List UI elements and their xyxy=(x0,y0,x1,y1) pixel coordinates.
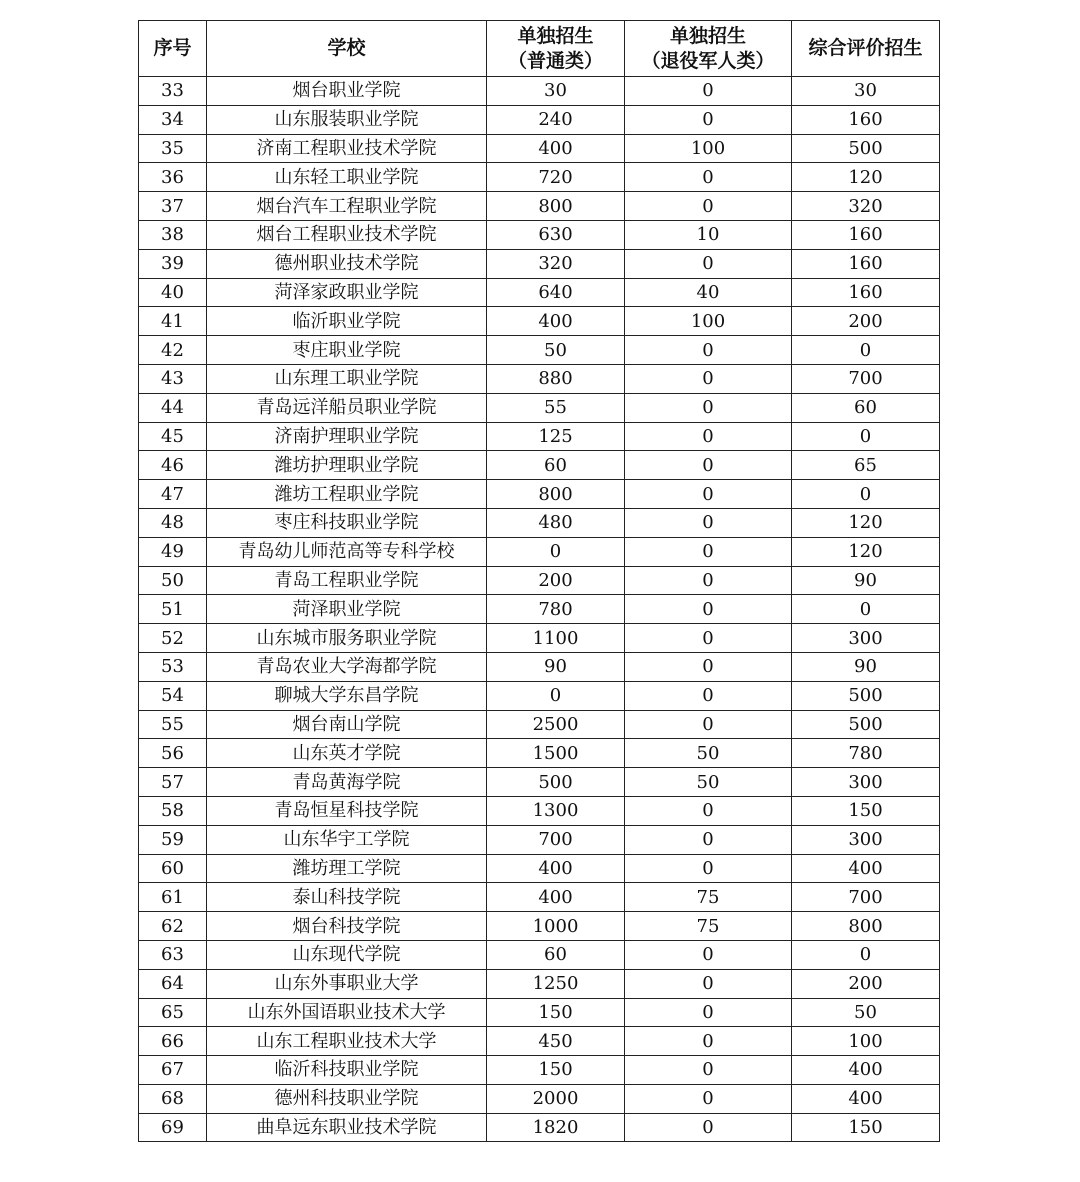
table-row xyxy=(139,912,940,941)
table-row xyxy=(139,796,940,825)
cell-index: 67 xyxy=(139,1056,207,1085)
cell-single-veteran: 0 xyxy=(625,163,792,192)
cell-single-veteran: 0 xyxy=(625,595,792,624)
cell-comprehensive: 400 xyxy=(792,1084,940,1113)
cell-school: 青岛远洋船员职业学院 xyxy=(207,393,487,422)
cell-comprehensive: 300 xyxy=(792,768,940,797)
cell-single-veteran: 0 xyxy=(625,508,792,537)
cell-comprehensive: 0 xyxy=(792,336,940,365)
cell-index: 39 xyxy=(139,249,207,278)
table-row xyxy=(139,163,940,192)
table-row xyxy=(139,710,940,739)
cell-school: 潍坊工程职业学院 xyxy=(207,480,487,509)
cell-school: 烟台工程职业技术学院 xyxy=(207,220,487,249)
table-row xyxy=(139,508,940,537)
cell-single-veteran: 0 xyxy=(625,192,792,221)
cell-school: 烟台职业学院 xyxy=(207,77,487,106)
cell-school: 济南工程职业技术学院 xyxy=(207,134,487,163)
table-row xyxy=(139,566,940,595)
cell-school: 菏泽职业学院 xyxy=(207,595,487,624)
cell-school: 青岛幼儿师范高等专科学校 xyxy=(207,537,487,566)
cell-index: 44 xyxy=(139,393,207,422)
table-row xyxy=(139,739,940,768)
header-single-veteran xyxy=(625,21,792,77)
table-row xyxy=(139,451,940,480)
cell-index: 50 xyxy=(139,566,207,595)
cell-comprehensive: 300 xyxy=(792,624,940,653)
cell-single-general: 60 xyxy=(487,940,625,969)
cell-single-general: 800 xyxy=(487,192,625,221)
cell-comprehensive: 90 xyxy=(792,566,940,595)
cell-single-veteran: 50 xyxy=(625,768,792,797)
header-index: 序号 xyxy=(139,21,207,77)
cell-school: 山东轻工职业学院 xyxy=(207,163,487,192)
cell-school: 山东现代学院 xyxy=(207,940,487,969)
cell-comprehensive: 30 xyxy=(792,77,940,106)
cell-comprehensive: 150 xyxy=(792,796,940,825)
cell-single-general: 640 xyxy=(487,278,625,307)
cell-index: 58 xyxy=(139,796,207,825)
table-row xyxy=(139,969,940,998)
cell-comprehensive: 700 xyxy=(792,883,940,912)
cell-single-general: 2500 xyxy=(487,710,625,739)
cell-single-general: 60 xyxy=(487,451,625,480)
cell-single-veteran: 40 xyxy=(625,278,792,307)
cell-index: 43 xyxy=(139,364,207,393)
table-row xyxy=(139,422,940,451)
cell-single-general: 1300 xyxy=(487,796,625,825)
cell-single-veteran: 0 xyxy=(625,940,792,969)
cell-comprehensive: 700 xyxy=(792,364,940,393)
cell-school: 泰山科技学院 xyxy=(207,883,487,912)
header-single-general-line1: 单独招生 xyxy=(517,24,594,47)
cell-single-general: 400 xyxy=(487,307,625,336)
cell-index: 66 xyxy=(139,1027,207,1056)
cell-single-general: 150 xyxy=(487,998,625,1027)
cell-comprehensive: 300 xyxy=(792,825,940,854)
cell-index: 56 xyxy=(139,739,207,768)
cell-school: 山东外事职业大学 xyxy=(207,969,487,998)
cell-single-general: 50 xyxy=(487,336,625,365)
cell-single-veteran: 0 xyxy=(625,1056,792,1085)
table-row xyxy=(139,364,940,393)
table-row xyxy=(139,220,940,249)
cell-comprehensive: 0 xyxy=(792,480,940,509)
cell-index: 41 xyxy=(139,307,207,336)
table-row xyxy=(139,249,940,278)
cell-school: 潍坊护理职业学院 xyxy=(207,451,487,480)
table-row xyxy=(139,77,940,106)
cell-comprehensive: 160 xyxy=(792,220,940,249)
cell-single-veteran: 0 xyxy=(625,1027,792,1056)
cell-single-general: 55 xyxy=(487,393,625,422)
cell-single-general: 1000 xyxy=(487,912,625,941)
table-row xyxy=(139,537,940,566)
cell-index: 54 xyxy=(139,681,207,710)
cell-comprehensive: 800 xyxy=(792,912,940,941)
cell-index: 63 xyxy=(139,940,207,969)
cell-single-veteran: 0 xyxy=(625,77,792,106)
cell-comprehensive: 200 xyxy=(792,307,940,336)
cell-school: 青岛黄海学院 xyxy=(207,768,487,797)
cell-school: 烟台科技学院 xyxy=(207,912,487,941)
cell-school: 德州职业技术学院 xyxy=(207,249,487,278)
header-row xyxy=(139,21,940,77)
cell-index: 69 xyxy=(139,1113,207,1142)
cell-single-veteran: 0 xyxy=(625,1084,792,1113)
cell-single-veteran: 0 xyxy=(625,105,792,134)
admissions-quota-table xyxy=(138,20,940,1142)
header-school: 学校 xyxy=(207,21,487,77)
cell-school: 临沂科技职业学院 xyxy=(207,1056,487,1085)
cell-school: 山东城市服务职业学院 xyxy=(207,624,487,653)
cell-single-veteran: 0 xyxy=(625,624,792,653)
table-row xyxy=(139,393,940,422)
table-row xyxy=(139,480,940,509)
cell-single-veteran: 0 xyxy=(625,422,792,451)
table-row xyxy=(139,652,940,681)
cell-single-general: 2000 xyxy=(487,1084,625,1113)
cell-single-veteran: 0 xyxy=(625,969,792,998)
cell-school: 青岛工程职业学院 xyxy=(207,566,487,595)
cell-single-general: 1100 xyxy=(487,624,625,653)
cell-school: 山东华宇工学院 xyxy=(207,825,487,854)
cell-comprehensive: 200 xyxy=(792,969,940,998)
cell-comprehensive: 120 xyxy=(792,163,940,192)
cell-comprehensive: 50 xyxy=(792,998,940,1027)
table-row xyxy=(139,1084,940,1113)
header-single-general xyxy=(487,21,625,77)
cell-school: 德州科技职业学院 xyxy=(207,1084,487,1113)
cell-comprehensive: 780 xyxy=(792,739,940,768)
cell-index: 48 xyxy=(139,508,207,537)
cell-comprehensive: 120 xyxy=(792,508,940,537)
cell-single-veteran: 0 xyxy=(625,796,792,825)
cell-comprehensive: 60 xyxy=(792,393,940,422)
table-row xyxy=(139,336,940,365)
cell-school: 青岛恒星科技学院 xyxy=(207,796,487,825)
cell-single-general: 0 xyxy=(487,537,625,566)
cell-comprehensive: 120 xyxy=(792,537,940,566)
cell-school: 曲阜远东职业技术学院 xyxy=(207,1113,487,1142)
cell-single-general: 200 xyxy=(487,566,625,595)
table-row xyxy=(139,134,940,163)
cell-single-veteran: 75 xyxy=(625,883,792,912)
cell-single-general: 1500 xyxy=(487,739,625,768)
cell-index: 57 xyxy=(139,768,207,797)
table-row xyxy=(139,940,940,969)
cell-single-general: 800 xyxy=(487,480,625,509)
cell-single-general: 1820 xyxy=(487,1113,625,1142)
cell-single-general: 0 xyxy=(487,681,625,710)
cell-single-general: 240 xyxy=(487,105,625,134)
cell-school: 烟台南山学院 xyxy=(207,710,487,739)
cell-school: 青岛农业大学海都学院 xyxy=(207,652,487,681)
table-row xyxy=(139,307,940,336)
cell-single-veteran: 100 xyxy=(625,134,792,163)
cell-comprehensive: 320 xyxy=(792,192,940,221)
cell-single-veteran: 0 xyxy=(625,998,792,1027)
cell-single-general: 400 xyxy=(487,883,625,912)
cell-single-veteran: 0 xyxy=(625,336,792,365)
table-row xyxy=(139,768,940,797)
cell-school: 山东工程职业技术大学 xyxy=(207,1027,487,1056)
cell-index: 65 xyxy=(139,998,207,1027)
cell-single-general: 700 xyxy=(487,825,625,854)
cell-single-veteran: 0 xyxy=(625,1113,792,1142)
cell-index: 62 xyxy=(139,912,207,941)
cell-index: 60 xyxy=(139,854,207,883)
cell-index: 35 xyxy=(139,134,207,163)
cell-school: 山东外国语职业技术大学 xyxy=(207,998,487,1027)
cell-single-veteran: 10 xyxy=(625,220,792,249)
cell-single-general: 90 xyxy=(487,652,625,681)
cell-index: 55 xyxy=(139,710,207,739)
table-row xyxy=(139,883,940,912)
cell-single-veteran: 0 xyxy=(625,825,792,854)
table-row xyxy=(139,1056,940,1085)
table-row xyxy=(139,105,940,134)
table-row xyxy=(139,998,940,1027)
cell-index: 59 xyxy=(139,825,207,854)
cell-index: 68 xyxy=(139,1084,207,1113)
cell-index: 33 xyxy=(139,77,207,106)
table-row xyxy=(139,624,940,653)
header-single-general-line2: （普通类） xyxy=(507,49,603,72)
cell-single-veteran: 0 xyxy=(625,364,792,393)
cell-comprehensive: 160 xyxy=(792,278,940,307)
table-header xyxy=(139,21,940,77)
cell-school: 临沂职业学院 xyxy=(207,307,487,336)
cell-single-general: 1250 xyxy=(487,969,625,998)
cell-comprehensive: 150 xyxy=(792,1113,940,1142)
cell-single-general: 400 xyxy=(487,134,625,163)
cell-school: 聊城大学东昌学院 xyxy=(207,681,487,710)
cell-comprehensive: 0 xyxy=(792,940,940,969)
cell-comprehensive: 0 xyxy=(792,422,940,451)
cell-single-veteran: 0 xyxy=(625,710,792,739)
header-single-veteran-line1: 单独招生 xyxy=(669,24,746,47)
cell-school: 山东服装职业学院 xyxy=(207,105,487,134)
table-row xyxy=(139,192,940,221)
cell-single-veteran: 100 xyxy=(625,307,792,336)
cell-comprehensive: 160 xyxy=(792,249,940,278)
cell-single-veteran: 0 xyxy=(625,652,792,681)
cell-single-veteran: 0 xyxy=(625,393,792,422)
table-body xyxy=(139,77,940,1142)
table-row xyxy=(139,681,940,710)
cell-single-general: 500 xyxy=(487,768,625,797)
cell-school: 枣庄职业学院 xyxy=(207,336,487,365)
cell-school: 枣庄科技职业学院 xyxy=(207,508,487,537)
cell-index: 42 xyxy=(139,336,207,365)
cell-single-general: 150 xyxy=(487,1056,625,1085)
table-row xyxy=(139,595,940,624)
cell-comprehensive: 400 xyxy=(792,854,940,883)
cell-comprehensive: 100 xyxy=(792,1027,940,1056)
cell-comprehensive: 160 xyxy=(792,105,940,134)
cell-index: 46 xyxy=(139,451,207,480)
cell-single-veteran: 50 xyxy=(625,739,792,768)
cell-index: 52 xyxy=(139,624,207,653)
cell-single-general: 320 xyxy=(487,249,625,278)
cell-single-veteran: 0 xyxy=(625,451,792,480)
cell-single-general: 125 xyxy=(487,422,625,451)
cell-index: 49 xyxy=(139,537,207,566)
cell-single-veteran: 75 xyxy=(625,912,792,941)
cell-index: 47 xyxy=(139,480,207,509)
cell-single-general: 30 xyxy=(487,77,625,106)
cell-single-general: 720 xyxy=(487,163,625,192)
cell-index: 36 xyxy=(139,163,207,192)
table-row xyxy=(139,854,940,883)
cell-school: 潍坊理工学院 xyxy=(207,854,487,883)
cell-comprehensive: 0 xyxy=(792,595,940,624)
table-row xyxy=(139,1027,940,1056)
cell-school: 山东英才学院 xyxy=(207,739,487,768)
cell-single-veteran: 0 xyxy=(625,249,792,278)
cell-single-general: 880 xyxy=(487,364,625,393)
cell-index: 40 xyxy=(139,278,207,307)
cell-school: 济南护理职业学院 xyxy=(207,422,487,451)
cell-index: 53 xyxy=(139,652,207,681)
cell-comprehensive: 400 xyxy=(792,1056,940,1085)
cell-comprehensive: 90 xyxy=(792,652,940,681)
cell-single-veteran: 0 xyxy=(625,854,792,883)
cell-comprehensive: 500 xyxy=(792,134,940,163)
cell-index: 45 xyxy=(139,422,207,451)
cell-comprehensive: 500 xyxy=(792,710,940,739)
cell-school: 山东理工职业学院 xyxy=(207,364,487,393)
cell-single-general: 480 xyxy=(487,508,625,537)
cell-comprehensive: 65 xyxy=(792,451,940,480)
cell-index: 64 xyxy=(139,969,207,998)
cell-single-general: 450 xyxy=(487,1027,625,1056)
cell-single-general: 630 xyxy=(487,220,625,249)
header-single-veteran-line2: （退役军人类） xyxy=(641,49,775,72)
cell-comprehensive: 500 xyxy=(792,681,940,710)
cell-index: 38 xyxy=(139,220,207,249)
cell-index: 37 xyxy=(139,192,207,221)
cell-single-veteran: 0 xyxy=(625,480,792,509)
cell-index: 61 xyxy=(139,883,207,912)
table-row xyxy=(139,1113,940,1142)
table-row xyxy=(139,825,940,854)
cell-single-veteran: 0 xyxy=(625,681,792,710)
cell-index: 34 xyxy=(139,105,207,134)
cell-index: 51 xyxy=(139,595,207,624)
cell-single-general: 400 xyxy=(487,854,625,883)
cell-single-veteran: 0 xyxy=(625,537,792,566)
table-row xyxy=(139,278,940,307)
header-comprehensive: 综合评价招生 xyxy=(792,21,940,77)
cell-single-veteran: 0 xyxy=(625,566,792,595)
cell-school: 烟台汽车工程职业学院 xyxy=(207,192,487,221)
cell-single-general: 780 xyxy=(487,595,625,624)
cell-school: 菏泽家政职业学院 xyxy=(207,278,487,307)
